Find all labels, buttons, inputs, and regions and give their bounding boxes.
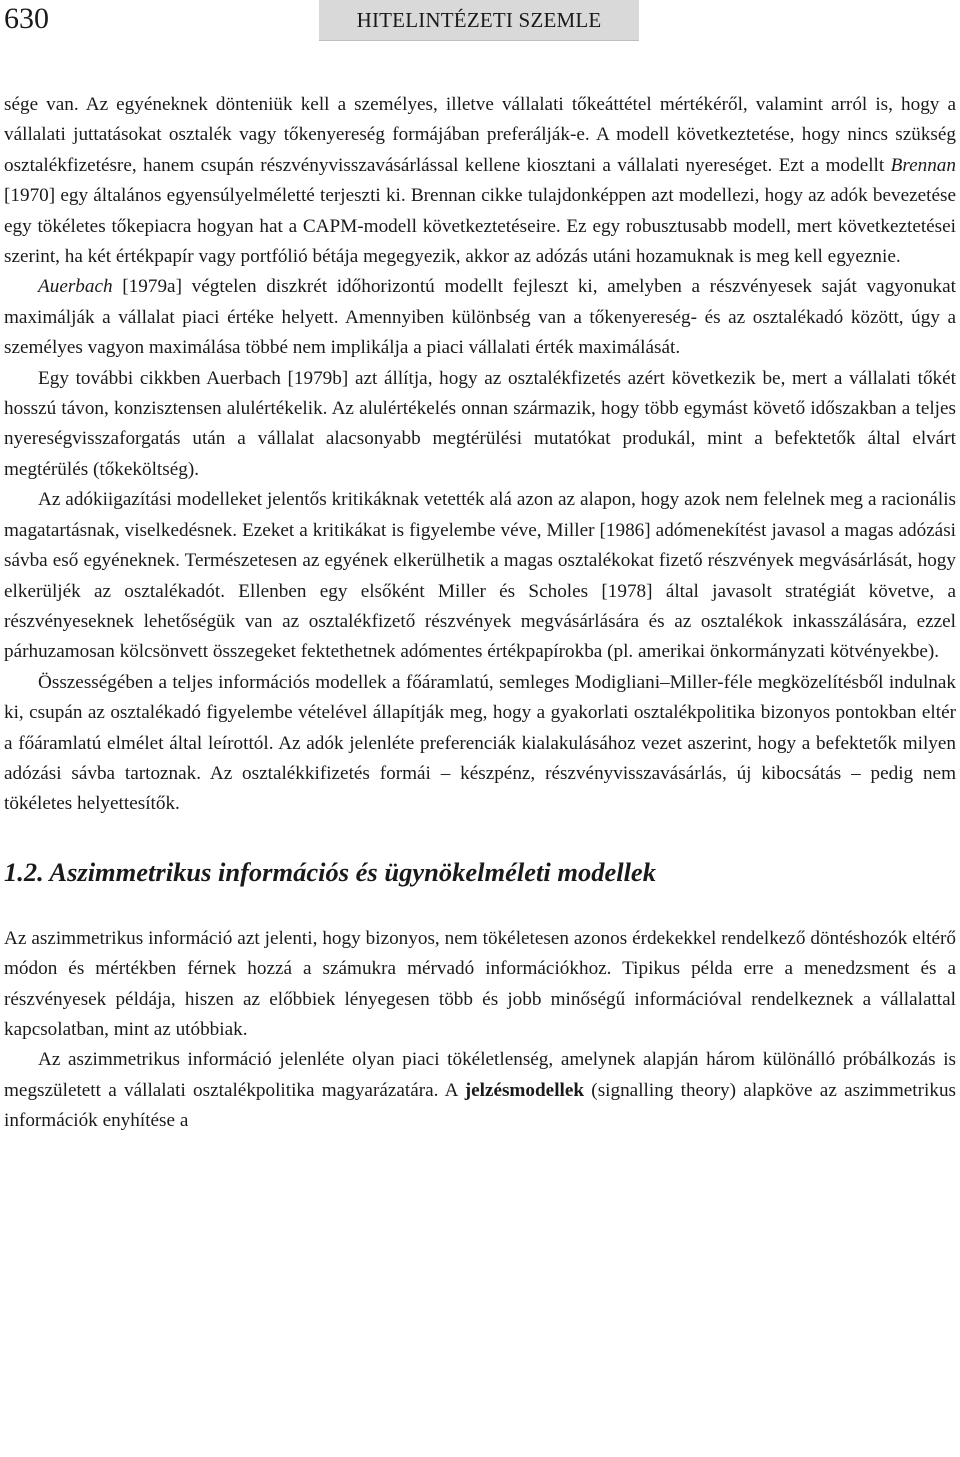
paragraph [4,485,956,667]
page-header [0,0,960,42]
paragraph [4,1045,956,1136]
text-span: [1979a] végtelen diszkrét időhorizontú modellt fejleszt ki, amelyben a részvényesek saját vagyonukat maximálják a vállalat piaci értéke helyett. Amennyiben különbség van a tőkenyereség- és az osztalékadó között, úgy a személyes vagyon maximálása többé nem implikálja a piaci vállalati érték maximálását. [4,276,956,359]
paragraph [4,272,956,363]
text-span: Egy további cikkben Auerbach [1979b] azt állítja, hogy az osztalékfizetés azért következik be, mert a vállalati tőkét hosszú távon, konzisztensen alulértékelik. Az alulértékelés onnan származik, hogy több egymást követő időszakban a teljes nyereségvisszaforgatás után a vállalat alacsonyabb megtérülési mutatókat produkál, mint a befektetők által elvárt megtérülés (tőkeköltség). [4,367,956,480]
paragraph [4,364,956,486]
paragraph [4,924,956,1046]
bold-term: jelzésmodellek [464,1079,585,1101]
text-span: [1970] egy általános egyensúlyelméletté terjeszti ki. Brennan cikke tulajdonképpen azt modellezi, hogy az adók bevezetése egy tökéletes tőkepiacra hogyan hat a CAPM-modell következtetéseire. Ez egy robusztusabb modell, mert következtetései szerint, ha két értékpapír vagy portfólió bétája megegyezik, akkor az adózás utáni hozamuknak is meg kell egyeznie. [4,185,956,268]
section-heading: 1.2. Aszimmetrikus információs és ügynökelméleti modellek [4,856,656,887]
text-span: sége van. Az egyéneknek dönteniük kell a személyes, illetve vállalati tőkeáttétel mértékéről, valamint arról is, hogy a vállalati juttatásokat osztalék vagy tőkenyereség formájában preferálják-e. A modell következtetése, hogy nincs szükség osztalékfizetésre, hanem csupán részvényvisszavásárlással kellene kiosztani a vállalati nyereséget. Ezt a modellt [4,94,956,176]
author-name: Auerbach [38,276,113,298]
text-span: Az aszimmetrikus információ azt jelenti, hogy bizonyos, nem tökéletesen azonos érdekekkel rendelkező döntéshozók eltérő módon és mértékben férnek hozzá a számukra mérvadó információkhoz. Tipikus példa erre a menedzsment és a részvényesek példája, hiszen az előbbiek lényegesen több és jobb minőségű információval rendelkeznek a vállalattal kapcsolatban, mint az utóbbiak. [4,927,956,1040]
page-number: 630 [4,2,49,35]
paragraph [4,90,956,272]
text-span: Az aszimmetrikus információ jelenléte olyan piaci tökéletlenség, amelynek alapján három különálló próbálkozás is megszületett a vállalati osztalékpolitika magyarázatára. A [4,1049,956,1101]
journal-title: HITELINTÉZETI SZEMLE [319,0,639,41]
text-span: Összességében a teljes információs modellek a főáramlatú, semleges Modigliani–Miller-féle megközelítésből indulnak ki, csupán az osztalékadó figyelembe vételével állapítják meg, hogy a gyakorlati osztalékpolitika bizonyos pontokban eltér a főáramlatú elmélet által leírottól. Az adók jelenléte preferenciák kialakulásához vezet aszerint, hogy a befektetők milyen adózási sávba tartoznak. Az osztalékkifizetés formái – készpénz, részvényvisszavásárlás, új kibocsátás – pedig nem tökéletes helyettesítők. [4,671,956,815]
article-body [4,90,956,1137]
text-span: (signalling theory) alapköve az aszimmetrikus információk enyhítése a [4,1079,957,1132]
paragraph [4,668,956,820]
author-name: Brennan [890,154,956,176]
text-span: Az adókiigazítási modelleket jelentős kritikáknak vetették alá azon az alapon, hogy azok nem felelnek meg a racionális magatartásnak, viselkedésnek. Ezeket a kritikákat is figyelembe véve, Miller [1986] adómenekítést javasol a magas adózási sávba eső egyéneknek. Természetesen az egyének elkerülhetik a magas osztalékokat fizető részvények megvásárlását, hogy elkerüljék az osztalékadót. Ellenben egy elsőként Miller és Scholes [1978] által javasolt stratégiát követve, a részvényeseknek lehetőségük van az osztalékfizető részvények megvásárlására és az osztalékok inkasszálására, ezzel párhuzamosan kölcsönvett összegeket fektethetnek adómentes értékpapírokba (pl. amerikai önkormányzati kötvényekbe). [4,489,956,663]
